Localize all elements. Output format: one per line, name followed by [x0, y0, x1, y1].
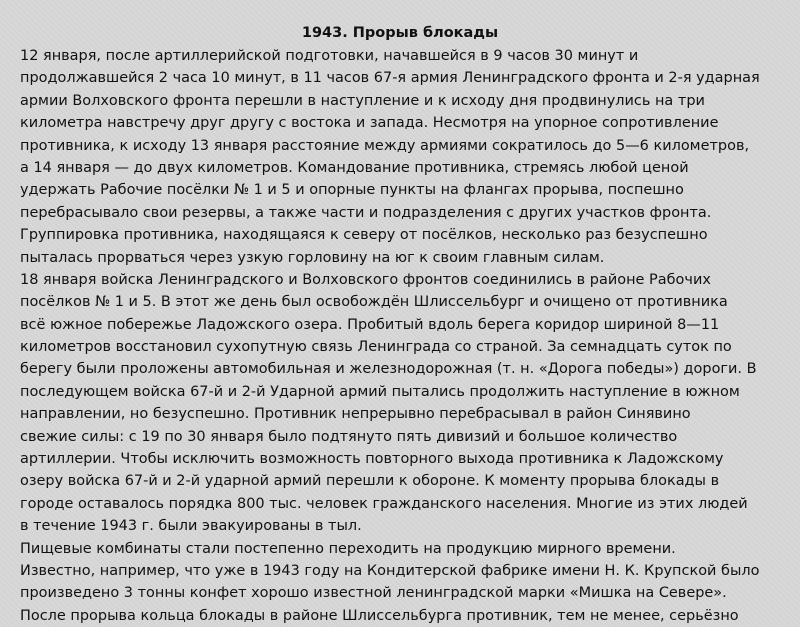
text-line: удержать Рабочие посёлки № 1 и 5 и опорные пункты на флангах прорыва, поспешно: [20, 182, 684, 199]
text-line: свежие силы: с 19 по 30 января было подтянуто пять дивизий и большое количество: [20, 428, 678, 445]
text-line: а 14 января — до двух километров. Командование противника, стремясь любой ценой: [20, 159, 689, 176]
text-line: городе оставалось порядка 800 тыс. человек гражданского населения. Многие из этих людей: [20, 495, 748, 512]
text-line: После прорыва кольца блокады в районе Шлиссельбурга противник, тем не менее, серьёзно: [20, 607, 739, 624]
page-title: 1943. Прорыв блокады: [301, 25, 499, 41]
text-line: направлении, но безуспешно. Противник непрерывно перебрасывал в район Синявино: [20, 406, 691, 423]
text-line: армии Волховского фронта перешли в наступление и к исходу дня продвинулись на три: [20, 92, 705, 109]
text-line: озеру войска 67-й и 2-й ударной армий перешли к обороне. К моменту прорыва блокады в: [20, 473, 720, 490]
text-line: 12 января, после артиллерийской подготовки, начавшейся в 9 часов 30 минут и: [20, 48, 639, 64]
text-line: продолжавшейся 2 часа 10 минут, в 11 часов 67-я армия Ленинградского фронта и 2-я ударная: [20, 70, 760, 87]
body-text: [20, 45, 800, 627]
text-line: Известно, например, что уже в 1943 году на Кондитерской фабрике имени Н. К. Крупской было: [20, 562, 760, 579]
text-line: пыталась прорваться через узкую горловину на юг к своим главным силам.: [20, 249, 605, 266]
text-line: перебрасывало свои резервы, а также части и подразделения с других участков фронта.: [20, 204, 712, 221]
text-line: всё южное побережье Ладожского озера. Пробитый вдоль берега коридор шириной 8—11: [20, 316, 720, 333]
text-line: артиллерии. Чтобы исключить возможность повторного выхода противника к Ладожскому: [20, 451, 724, 468]
text-line: в течение 1943 г. были эвакуированы в тыл.: [20, 518, 362, 535]
text-line: противника, к исходу 13 января расстояние между армиями сократилось до 5—6 километров,: [20, 137, 750, 154]
text-line: посёлков № 1 и 5. В этот же день был освобождён Шлиссельбург и очищено от противника: [20, 294, 728, 311]
text-line: километров восстановил сухопутную связь Ленинграда со страной. За семнадцать суток по: [20, 339, 732, 356]
text-line: берегу были проложены автомобильная и железнодорожная (т. н. «Дорога победы») дороги. В: [20, 361, 757, 378]
text-line: километра навстречу друг другу с востока и запада. Несмотря на упорное сопротивление: [20, 115, 719, 132]
text-line: произведено 3 тонны конфет хорошо известной ленинградской марки «Мишка на Севере».: [20, 585, 727, 602]
text-line: Группировка противника, находящаяся к северу от посёлков, несколько раз безуспешно: [20, 227, 708, 244]
text-line: Пищевые комбинаты стали постепенно переходить на продукцию мирного времени.: [20, 540, 676, 557]
text-line: последующем войска 67-й и 2-й Ударной армий пытались продолжить наступление в южном: [20, 383, 740, 400]
text-line: 18 января войска Ленинградского и Волховского фронтов соединились в районе Рабочих: [20, 271, 711, 288]
